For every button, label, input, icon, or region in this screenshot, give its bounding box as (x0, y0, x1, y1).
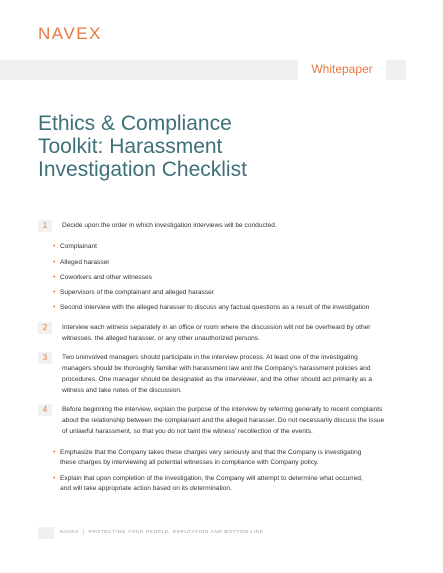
item-text (62, 404, 412, 437)
bullet-icon: • (53, 304, 56, 311)
bullet-icon: • (53, 274, 56, 281)
band-grey-right (386, 60, 406, 80)
bullet-icon: • (53, 475, 56, 482)
bullet-icon: • (53, 449, 56, 456)
item-line: about the relationship between the complainant and the alleged harasser. Do not necessarily discuss the issue (62, 417, 385, 424)
item-line: witness and take notes of the discussion. (62, 387, 182, 394)
header-band (0, 60, 443, 80)
item-line: Decide upon the order in which investigation interviews will be conducted. (62, 222, 277, 229)
bullet-icon: • (53, 243, 56, 250)
footer-text: NAVEX | PROTECTING YOUR PEOPLE, REPUTATION AND BOTTOM LINE (60, 530, 264, 535)
page-title (38, 112, 398, 181)
item-line: Before beginning the interview, explain the purpose of the interview by referring generally to recent complaints (62, 406, 383, 413)
bullet-item: • Emphasize that the Company takes these charges very seriously and that the Company is investigating these charges by interviewing all potential witnesses in compliance with Company policy. (53, 449, 362, 466)
bullet-item: • Explain that upon completion of the investigation, the Company will attempt to determine what occurred, and will take appropriate action based on its determination. (53, 475, 363, 492)
title-line-2: Toolkit: Harassment (38, 135, 223, 158)
bullet-icon: • (53, 289, 56, 296)
item-number: 3 (38, 352, 52, 364)
band-grey-left (0, 60, 298, 80)
item-line: managers should be thoroughly familiar with harassment law and the Company’s harassment policies and (62, 365, 371, 372)
item-number: 4 (38, 404, 52, 416)
bullet-item: • Second interview with the alleged harasser to discuss any factual questions as a result of the investigation (53, 304, 370, 311)
footer-page-box (38, 527, 54, 539)
item-line: Two uninvolved managers should participate in the interview process. At least one of the investigating (62, 354, 358, 361)
item-number: 1 (38, 220, 52, 232)
bullet-item: • Complainant (53, 243, 98, 250)
document-type-label: Whitepaper (311, 62, 373, 76)
title-line-3: Investigation Checklist (38, 158, 247, 181)
bullet-icon: • (53, 259, 56, 266)
page-footer (38, 527, 418, 539)
item-line: witnesses, the alleged harasser, or any other unauthorized persons. (62, 335, 260, 342)
item-number: 2 (38, 322, 52, 334)
item-text (62, 352, 412, 396)
bullet-item: • Supervisors of the complainant and alleged harasser (53, 289, 214, 296)
navex-logo: NAVEX (38, 24, 102, 43)
item-line: procedures. One manager should be designated as the interviewer, and the other should act primarily as a (62, 376, 373, 383)
bullet-item: • Alleged harasser (53, 259, 110, 266)
item-line: of unlawful harassment, so that you do not taint the witness’ recollection of the events. (62, 428, 313, 435)
item-text (62, 220, 412, 231)
title-line-1: Ethics & Compliance (38, 112, 232, 135)
bullet-item: • Coworkers and other witnesses (53, 274, 152, 281)
item-text (62, 322, 412, 344)
item-line: Interview each witness separately in an office or room where the discussion will not be overheard by other (62, 324, 371, 331)
